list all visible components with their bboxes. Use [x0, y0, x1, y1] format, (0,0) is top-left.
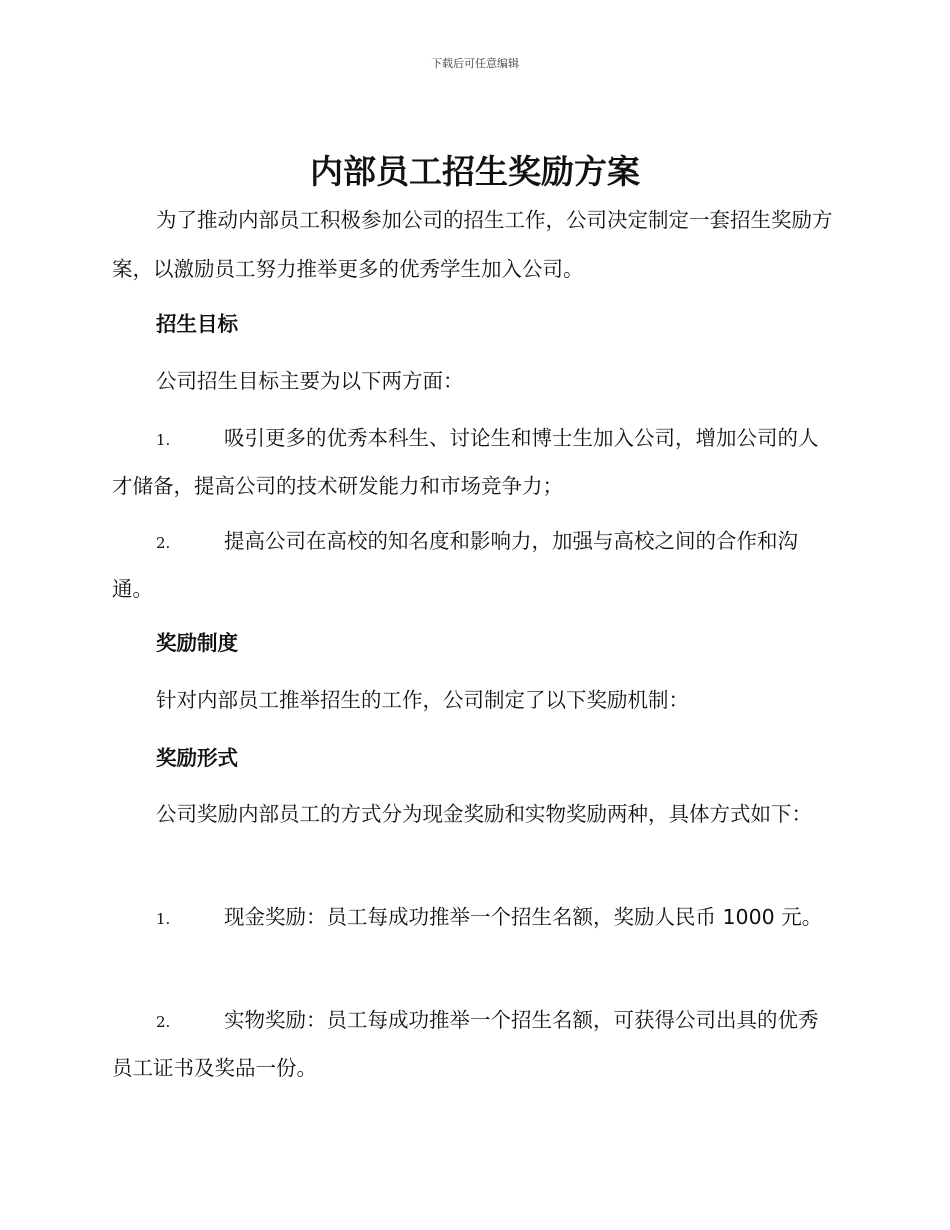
section-heading-goal: 招生目标 [156, 312, 238, 336]
form-list-item-2 [112, 997, 834, 1091]
list-number: 2. [156, 1013, 171, 1031]
list-number: 2. [156, 534, 171, 552]
list-text: 实物奖励：员工每成功推举一个招生名额，可获得公司出具的优秀员工证书及奖品一份。 [112, 1008, 819, 1080]
goal-list-item-1 [112, 415, 834, 509]
intro-paragraph: 为了推动内部员工积极参加公司的招生工作，公司决定制定一套招生奖励方案，以激励员工努力推举更多的优秀学生加入公司。 [112, 208, 833, 281]
document-title: 内部员工招生奖励方案 [310, 152, 640, 191]
system-lead-text: 针对内部员工推举招生的工作，公司制定了以下奖励机制： [156, 688, 689, 712]
goal-list-item-2 [112, 518, 834, 612]
section-heading-system: 奖励制度 [156, 631, 238, 655]
list-number: 1. [156, 431, 171, 449]
list-text: 吸引更多的优秀本科生、讨论生和博士生加入公司，增加公司的人才储备，提高公司的技术研发能力和市场竞争力； [112, 426, 819, 498]
list-text: 提高公司在高校的知名度和影响力，加强与高校之间的合作和沟通。 [112, 529, 798, 601]
list-number: 1. [156, 910, 171, 928]
form-list-item-1 [112, 894, 834, 942]
form-lead-paragraph: 公司奖励内部员工的方式分为现金奖励和实物奖励两种，具体方式如下： [156, 802, 812, 826]
goal-lead-text: 公司招生目标主要为以下两方面： [156, 369, 464, 393]
section-heading-form: 奖励形式 [156, 746, 238, 770]
header-note: 下载后可任意编辑 [431, 57, 519, 70]
list-text: 现金奖励：员工每成功推举一个招生名额，奖励人民币 1000 元。 [224, 905, 823, 929]
